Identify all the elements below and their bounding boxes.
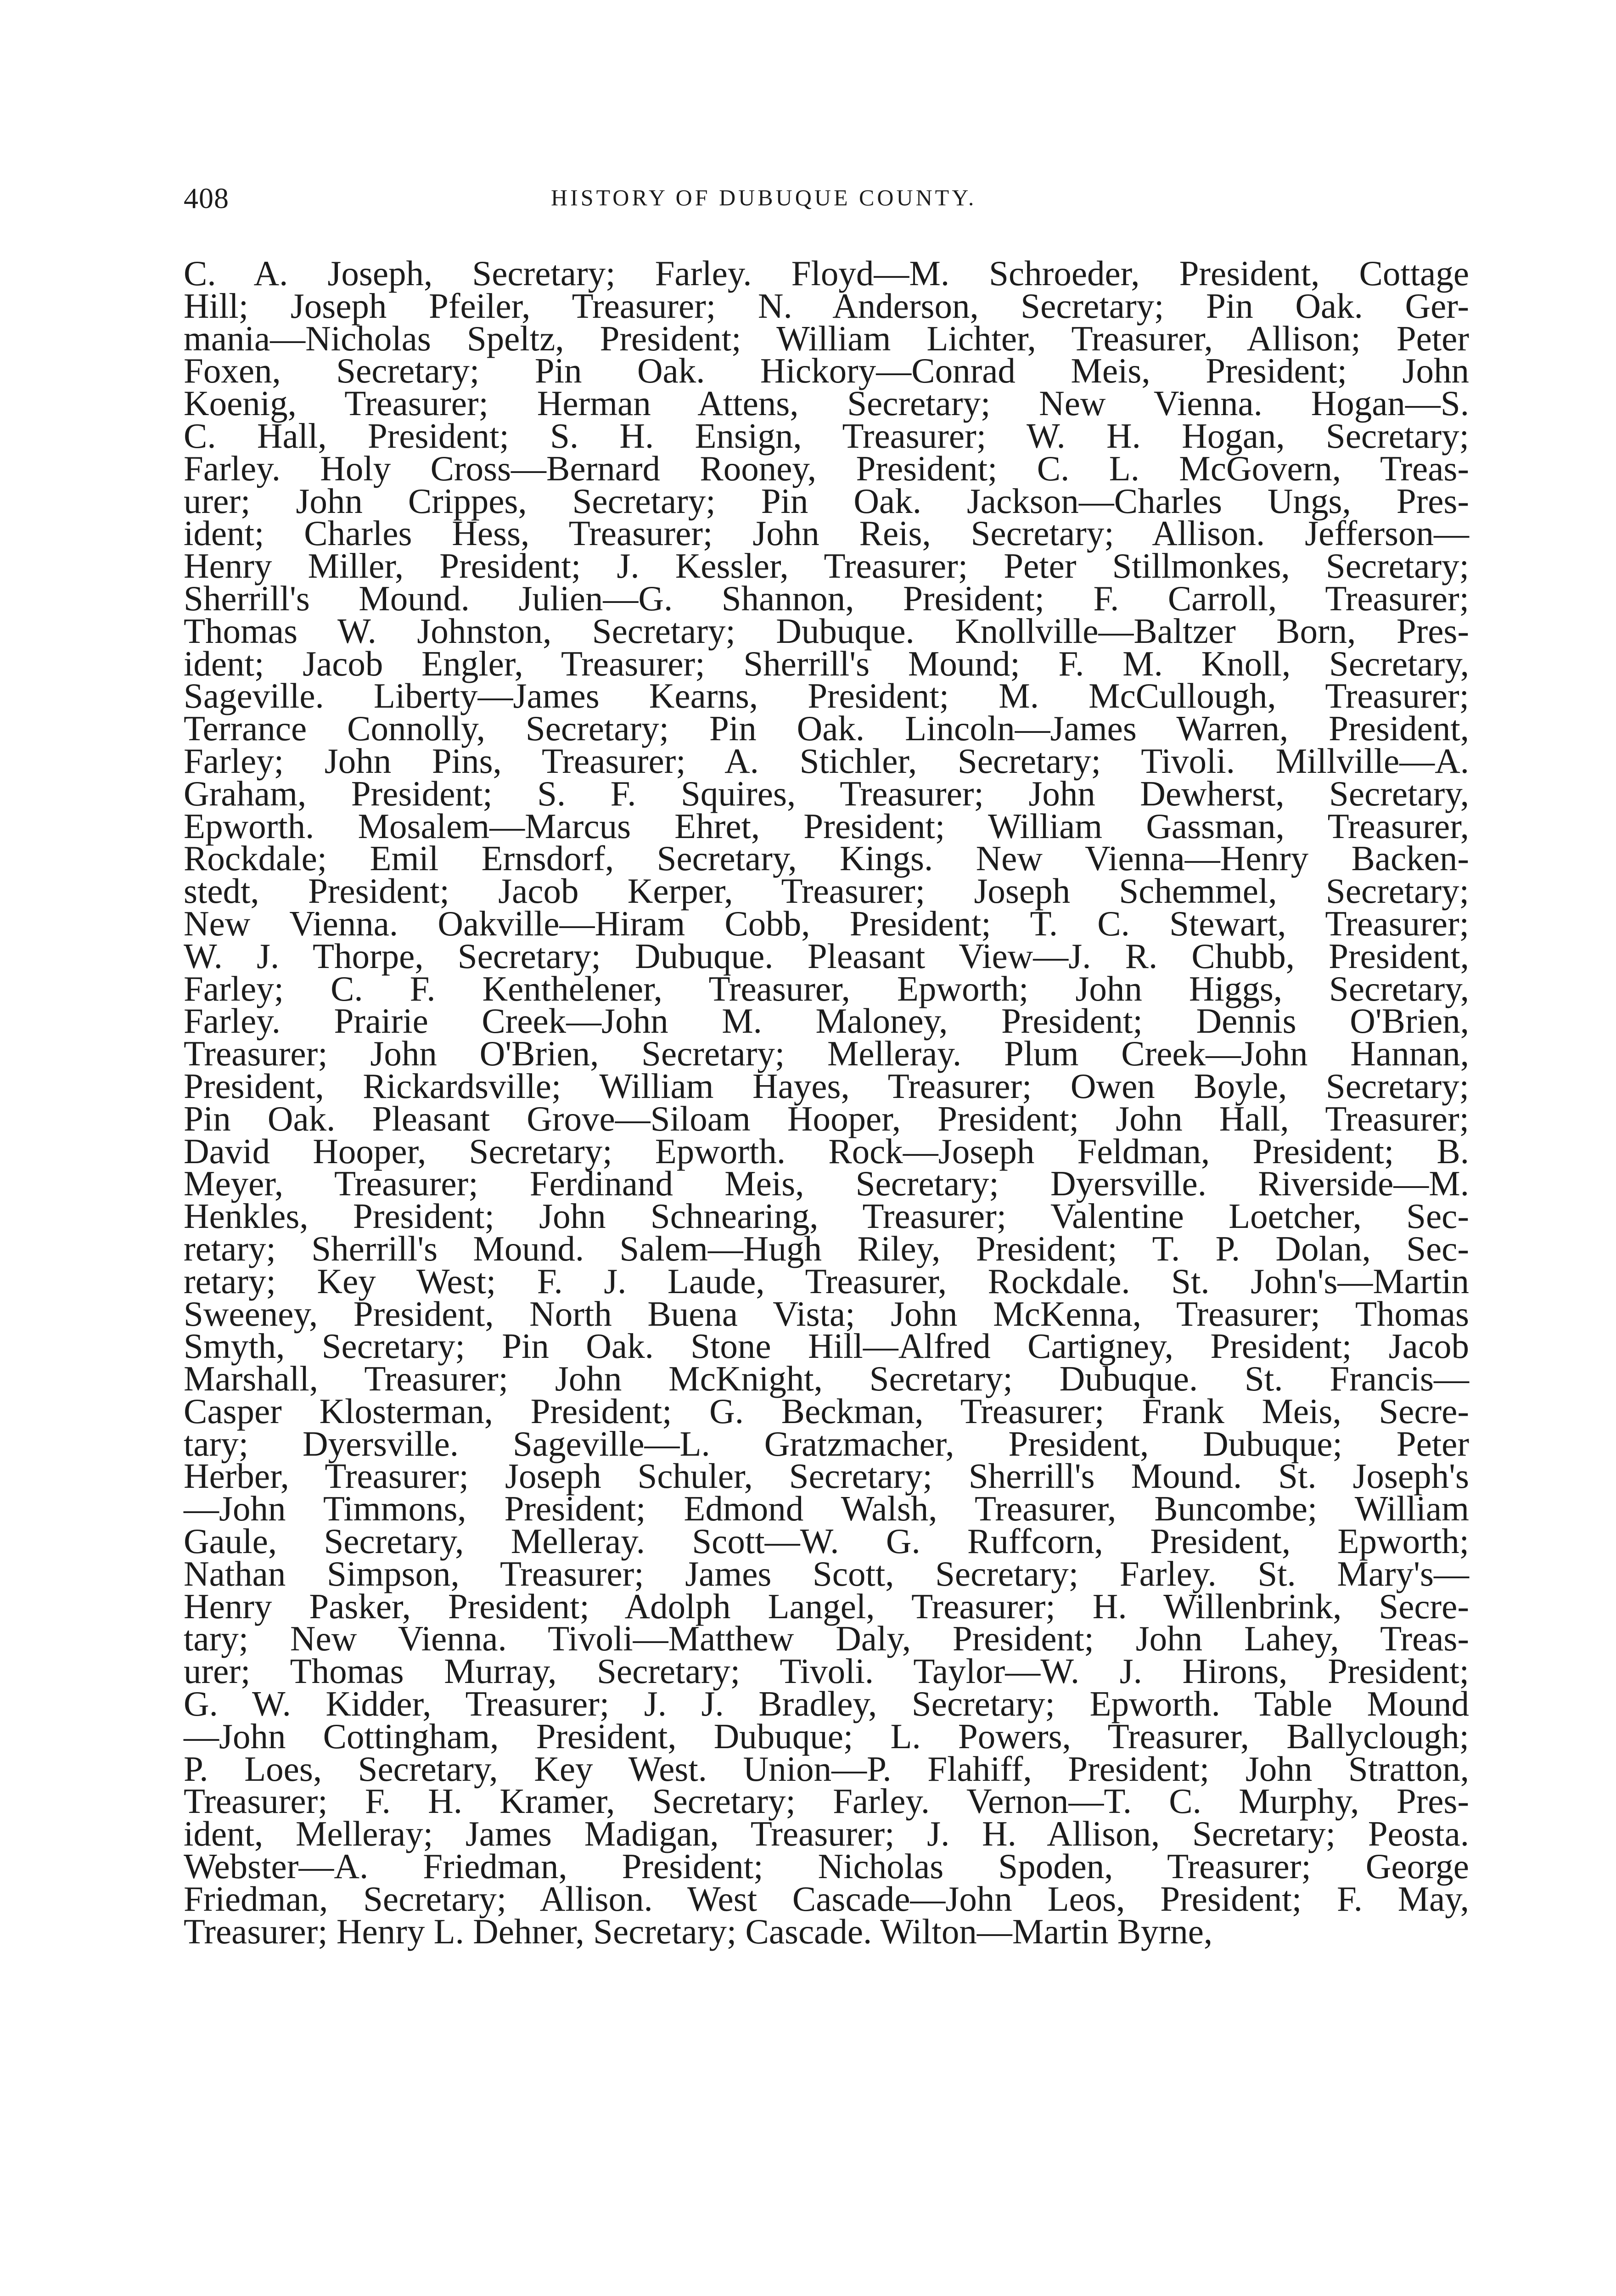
text-line: Treasurer; Henry L. Dehner, Secretary; Cascade. Wilton—Martin Byrne, (184, 1911, 1213, 1951)
text-line: Epworth. Mosalem—Marcus Ehret, President; William Gassman, Treasurer, (184, 806, 1469, 846)
text-line: Pin Oak. Pleasant Grove—Siloam Hooper, President; John Hall, Treasurer; (184, 1098, 1469, 1138)
text-line: Farley; John Pins, Treasurer; A. Stichler, Secretary; Tivoli. Millville—A. (184, 741, 1469, 781)
text-line: Smyth, Secretary; Pin Oak. Stone Hill—Alfred Cartigney, President; Jacob (184, 1326, 1469, 1366)
text-line: W. J. Thorpe, Secretary; Dubuque. Pleasant View—J. R. Chubb, President, (184, 936, 1469, 976)
text-line: Sherrill's Mound. Julien—G. Shannon, President; F. Carroll, Treasurer; (184, 578, 1469, 618)
text-line: urer; John Crippes, Secretary; Pin Oak. Jackson—Charles Ungs, Pres- (184, 481, 1469, 521)
text-line: mania—Nicholas Speltz, President; William Lichter, Treasurer, Allison; Peter (184, 318, 1469, 358)
text-line: urer; Thomas Murray, Secretary; Tivoli. Taylor—W. J. Hirons, President; (184, 1651, 1469, 1691)
text-line: retary; Sherrill's Mound. Salem—Hugh Riley, President; T. P. Dolan, Sec- (184, 1228, 1469, 1268)
text-line: Farley. Holy Cross—Bernard Rooney, President; C. L. McGovern, Treas- (184, 448, 1469, 488)
running-title: HISTORY OF DUBUQUE COUNTY. (551, 185, 977, 210)
text-line: Herber, Treasurer; Joseph Schuler, Secretary; Sherrill's Mound. St. Joseph's (184, 1456, 1469, 1496)
text-line: Treasurer; F. H. Kramer, Secretary; Farley. Vernon—T. C. Murphy, Pres- (184, 1781, 1469, 1821)
text-line: Terrance Connolly, Secretary; Pin Oak. Lincoln—James Warren, President, (184, 709, 1469, 748)
running-header (184, 181, 1469, 223)
text-line: —John Cottingham, President, Dubuque; L. Powers, Treasurer, Ballyclough; (184, 1716, 1469, 1756)
text-line: Marshall, Treasurer; John McKnight, Secretary; Dubuque. St. Francis— (184, 1359, 1469, 1399)
text-line: Thomas W. Johnston, Secretary; Dubuque. Knollville—Baltzer Born, Pres- (184, 611, 1469, 651)
text-line: Rockdale; Emil Ernsdorf, Secretary, Kings. New Vienna—Henry Backen- (184, 838, 1469, 878)
text-line: ident; Charles Hess, Treasurer; John Reis, Secretary; Allison. Jefferson— (184, 513, 1469, 553)
text-line: tary; Dyersville. Sageville—L. Gratzmacher, President, Dubuque; Peter (184, 1424, 1469, 1463)
text-line: —John Timmons, President; Edmond Walsh, Treasurer, Buncombe; William (184, 1489, 1469, 1529)
text-line: Farley. Prairie Creek—John M. Maloney, President; Dennis O'Brien, (184, 1001, 1469, 1041)
text-line: New Vienna. Oakville—Hiram Cobb, President; T. C. Stewart, Treasurer; (184, 903, 1469, 943)
text-line: C. Hall, President; S. H. Ensign, Treasurer; W. H. Hogan, Secretary; (184, 416, 1469, 456)
text-line: P. Loes, Secretary, Key West. Union—P. Flahiff, President; John Stratton, (184, 1749, 1469, 1789)
text-line: Meyer, Treasurer; Ferdinand Meis, Secretary; Dyersville. Riverside—M. (184, 1164, 1469, 1204)
text-line: Koenig, Treasurer; Herman Attens, Secretary; New Vienna. Hogan—S. (184, 383, 1469, 423)
text-line: Gaule, Secretary, Melleray. Scott—W. G. Ruffcorn, President, Epworth; (184, 1521, 1469, 1561)
text-line: stedt, President; Jacob Kerper, Treasurer; Joseph Schemmel, Secretary; (184, 871, 1469, 911)
text-line: tary; New Vienna. Tivoli—Matthew Daly, President; John Lahey, Treas- (184, 1619, 1469, 1659)
text-line: ident; Jacob Engler, Treasurer; Sherrill's Mound; F. M. Knoll, Secretary, (184, 643, 1469, 683)
body-text (184, 253, 1469, 1951)
text-line: President, Rickardsville; William Hayes, Treasurer; Owen Boyle, Secretary; (184, 1066, 1469, 1106)
text-line: Webster—A. Friedman, President; Nicholas Spoden, Treasurer; George (184, 1846, 1469, 1886)
text-line: Hill; Joseph Pfeiler, Treasurer; N. Anderson, Secretary; Pin Oak. Ger- (184, 286, 1469, 326)
text-line: Nathan Simpson, Treasurer; James Scott, Secretary; Farley. St. Mary's— (184, 1553, 1469, 1593)
text-line: Farley; C. F. Kenthelener, Treasurer, Epworth; John Higgs, Secretary, (184, 968, 1469, 1008)
text-line: Sageville. Liberty—James Kearns, President; M. McCullough, Treasurer; (184, 676, 1469, 716)
text-line: G. W. Kidder, Treasurer; J. J. Bradley, Secretary; Epworth. Table Mound (184, 1684, 1469, 1724)
text-line: ident, Melleray; James Madigan, Treasurer; J. H. Allison, Secretary; Peosta. (184, 1814, 1469, 1854)
text-line: Graham, President; S. F. Squires, Treasurer; John Dewherst, Secretary, (184, 773, 1469, 813)
page-number: 408 (184, 182, 229, 214)
text-line: Casper Klosterman, President; G. Beckman, Treasurer; Frank Meis, Secre- (184, 1391, 1469, 1431)
text-line: David Hooper, Secretary; Epworth. Rock—Joseph Feldman, President; B. (184, 1131, 1469, 1171)
text-line: C. A. Joseph, Secretary; Farley. Floyd—M. Schroeder, President, Cottage (184, 253, 1469, 293)
text-line: Henkles, President; John Schnearing, Treasurer; Valentine Loetcher, Sec- (184, 1196, 1469, 1236)
text-line: Sweeney, President, North Buena Vista; John McKenna, Treasurer; Thomas (184, 1294, 1469, 1334)
text-line: Henry Miller, President; J. Kessler, Treasurer; Peter Stillmonkes, Secretary; (184, 546, 1469, 586)
text-line: retary; Key West; F. J. Laude, Treasurer, Rockdale. St. John's—Martin (184, 1261, 1469, 1301)
text-line: Foxen, Secretary; Pin Oak. Hickory—Conrad Meis, President; John (184, 351, 1469, 391)
text-line: Treasurer; John O'Brien, Secretary; Melleray. Plum Creek—John Hannan, (184, 1034, 1469, 1074)
text-line: Friedman, Secretary; Allison. West Cascade—John Leos, President; F. May, (184, 1879, 1469, 1919)
text-line: Henry Pasker, President; Adolph Langel, Treasurer; H. Willenbrink, Secre- (184, 1586, 1469, 1626)
